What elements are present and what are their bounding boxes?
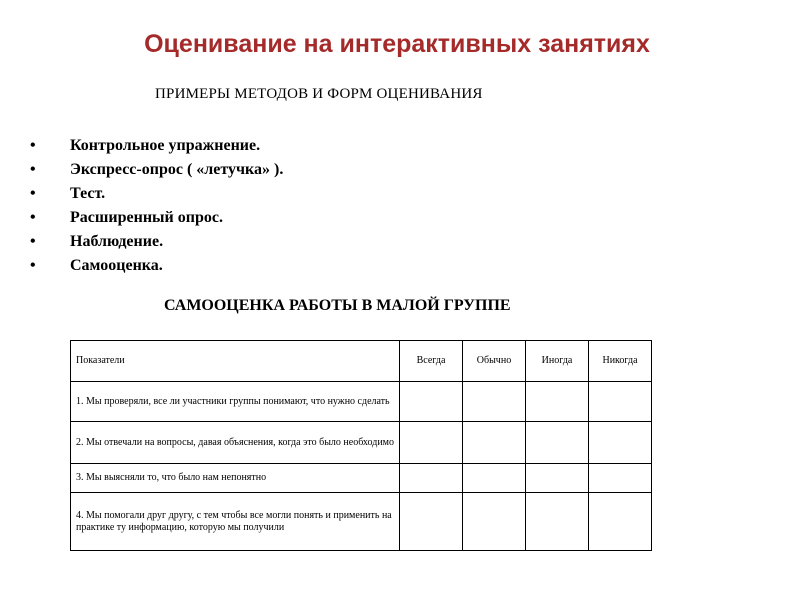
list-item (30, 206, 283, 230)
cell-sometimes[interactable] (526, 422, 589, 464)
bullet-icon: • (30, 209, 36, 226)
selfassessment-heading: САМООЦЕНКА РАБОТЫ В МАЛОЙ ГРУППЕ (164, 297, 511, 314)
cell-never[interactable] (589, 464, 652, 493)
cell-sometimes[interactable] (526, 493, 589, 551)
bullet-icon: • (30, 233, 36, 250)
cell-always[interactable] (400, 493, 463, 551)
cell-sometimes[interactable] (526, 464, 589, 493)
table-row (71, 493, 652, 551)
selfassessment-table (70, 340, 652, 551)
header-sometimes: Иногда (526, 341, 589, 382)
method-label: Контрольное упражнение. (70, 137, 261, 154)
cell-usually[interactable] (463, 493, 526, 551)
list-item (30, 254, 283, 278)
cell-never[interactable] (589, 382, 652, 422)
method-label: Самооценка. (70, 257, 163, 274)
list-item (30, 158, 283, 182)
row-indicator: 1. Мы проверяли, все ли участники группы понимают, что нужно сделать (71, 382, 400, 422)
cell-usually[interactable] (463, 422, 526, 464)
table-row (71, 382, 652, 422)
list-item (30, 230, 283, 254)
row-indicator: 3. Мы выясняли то, что было нам непонятно (71, 464, 400, 493)
cell-always[interactable] (400, 382, 463, 422)
method-label: Тест. (70, 185, 106, 202)
cell-usually[interactable] (463, 382, 526, 422)
page-title: Оценивание на интерактивных занятиях (144, 30, 650, 58)
row-indicator: 2. Мы отвечали на вопросы, давая объяснения, когда это было необходимо (71, 422, 400, 464)
header-always: Всегда (400, 341, 463, 382)
cell-always[interactable] (400, 464, 463, 493)
method-label: Наблюдение. (70, 233, 164, 250)
method-label: Расширенный опрос. (70, 209, 223, 226)
row-indicator: 4. Мы помогали друг другу, с тем чтобы все могли понять и применить на практике ту информацию, которую мы получили (71, 493, 400, 551)
methods-list (30, 134, 283, 278)
table-row (71, 422, 652, 464)
header-indicators: Показатели (71, 341, 400, 382)
cell-sometimes[interactable] (526, 382, 589, 422)
bullet-icon: • (30, 137, 36, 154)
cell-always[interactable] (400, 422, 463, 464)
method-label: Экспресс-опрос ( «летучка» ). (70, 161, 284, 178)
bullet-icon: • (30, 185, 36, 202)
header-never: Никогда (589, 341, 652, 382)
list-item (30, 182, 283, 206)
cell-never[interactable] (589, 422, 652, 464)
methods-subtitle: ПРИМЕРЫ МЕТОДОВ И ФОРМ ОЦЕНИВАНИЯ (155, 86, 483, 102)
table-row (71, 464, 652, 493)
header-usually: Обычно (463, 341, 526, 382)
cell-usually[interactable] (463, 464, 526, 493)
bullet-icon: • (30, 257, 36, 274)
table-header-row (71, 341, 652, 382)
cell-never[interactable] (589, 493, 652, 551)
list-item (30, 134, 283, 158)
bullet-icon: • (30, 161, 36, 178)
